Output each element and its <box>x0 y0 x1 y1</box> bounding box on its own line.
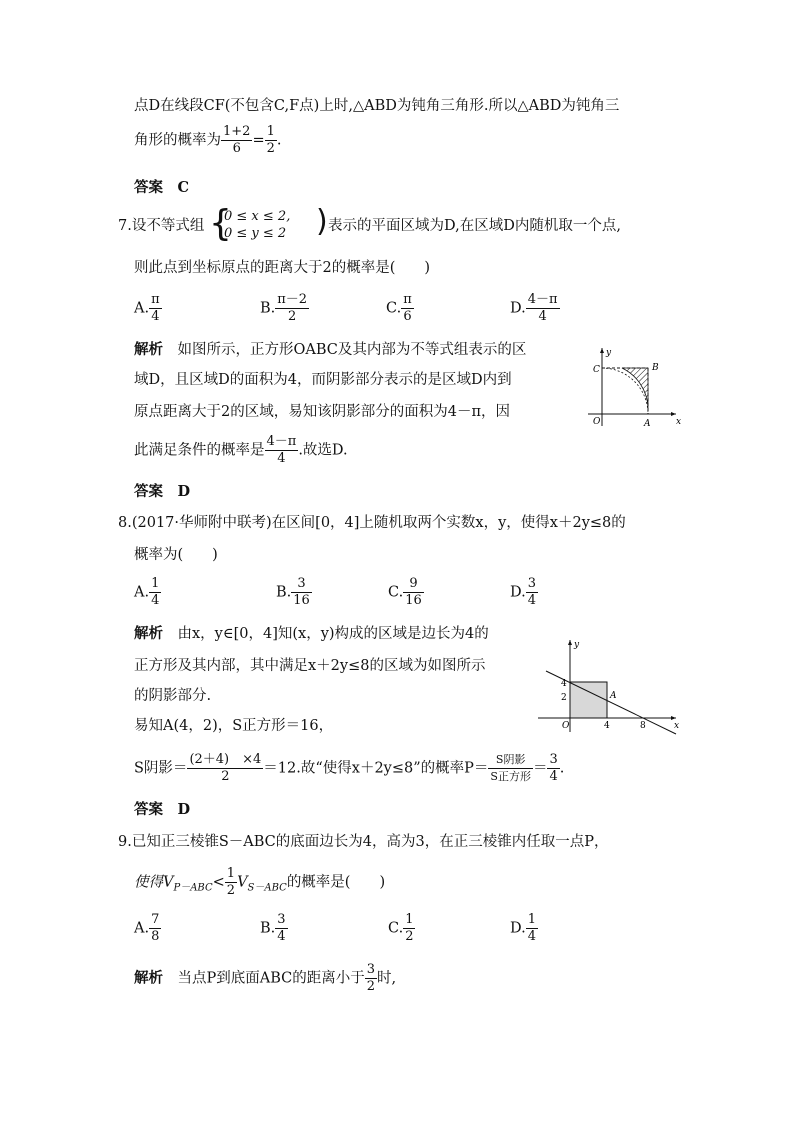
q8-label-8x: 8 <box>640 721 646 731</box>
q7-system: 0 ≤ x ≤ 2, 0 ≤ y ≤ 2 <box>224 209 291 241</box>
prev-line-2: 角形的概率为 $\frac{1+2}{6}$ = $\frac{1}{2}$ . <box>134 124 282 156</box>
q8-stem-line-1: 8.(2017·华师附中联考)在区间[0，4]上随机取两个实数x，y，使得x＋2y≤8的 <box>118 515 626 531</box>
q7-label-O: O <box>593 417 601 427</box>
q7-label-A: A <box>644 419 651 429</box>
q8-solution-line-3: 的阴影部分. <box>134 688 212 704</box>
q9-option-a[interactable]: A. $\frac{7}{8}$ <box>134 912 160 944</box>
q7-answer: 答案 D <box>134 483 191 500</box>
q7-label-x: x <box>676 417 682 427</box>
q9-option-b[interactable]: B. $\frac{3}{4}$ <box>260 912 286 944</box>
q7-shaded-region <box>622 368 648 408</box>
q8-solution-line-1: 解析 由x，y∈[0，4]知(x，y)构成的区域是边长为4的 <box>134 625 489 642</box>
q8-label-O: O <box>562 721 570 731</box>
q8-solution-line-4: 易知A(4，2)，S正方形＝16， <box>134 718 334 734</box>
q7-solution-line-2: 域D，且区域D的面积为4，而阴影部分表示的是区域D内到 <box>134 372 512 388</box>
q7-left-brace: { <box>209 203 232 244</box>
q8-label-2y: 2 <box>561 693 567 703</box>
q7-solution-line-4: 此满足条件的概率是 $\frac{4-\pi}{4}$ .故选D. <box>134 434 348 466</box>
q8-option-d[interactable]: D. $\frac{3}{4}$ <box>510 576 536 608</box>
q7-stem-line-2: 则此点到坐标原点的距离大于2的概率是( ) <box>134 260 431 276</box>
q7-solution-line-3: 原点距离大于2的区域，易知该阴影部分的面积为4－π，因 <box>134 404 510 420</box>
q8-option-b[interactable]: B. $\frac{3}{16}$ <box>276 576 310 608</box>
q9-stem-line-1: 9.已知正三棱锥S－ABC的底面边长为4，高为3，在正三棱锥内任取一点P， <box>118 834 609 850</box>
q7-option-a[interactable]: A. $\frac{\pi}{4}$ <box>134 292 160 324</box>
q8-label-4x: 4 <box>604 721 610 731</box>
prev-line-2-text: 角形的概率为 <box>134 132 221 149</box>
q8-label-x: x <box>674 721 680 731</box>
q8-option-a[interactable]: A. $\frac{1}{4}$ <box>134 576 160 608</box>
q7-label-C: C <box>593 365 600 375</box>
q7-option-b[interactable]: B. $\frac{\pi-2}{2}$ <box>260 292 308 324</box>
prev-answer: 答案 C <box>134 179 190 196</box>
q8-label-y: y <box>574 640 580 650</box>
prev-fraction-1: $\frac{1+2}{6}$ <box>223 124 251 156</box>
q9-option-c[interactable]: C. $\frac{1}{2}$ <box>388 912 414 944</box>
q8-solution-line-2: 正方形及其内部，其中满足x＋2y≤8的区域为如图所示 <box>134 658 486 674</box>
q9-option-d[interactable]: D. $\frac{1}{4}$ <box>510 912 536 944</box>
q8-option-c[interactable]: C. $\frac{9}{16}$ <box>388 576 422 608</box>
q7-label-B: B <box>652 363 659 373</box>
q7-solution-line-1: 解析 如图所示，正方形OABC及其内部为不等式组表示的区 <box>134 341 527 358</box>
q8-figure <box>536 636 682 738</box>
q7-option-d[interactable]: D. $\frac{4-\pi}{4}$ <box>510 292 558 324</box>
q8-answer: 答案 D <box>134 801 191 818</box>
q7-label-y: y <box>606 348 612 358</box>
q8-solution-line-5: S阴影＝ $\frac{(2+4) \times 4}{2}$ ＝12.故“使得x＋2y≤8”的概率P＝ $\frac{\text{S阴影}}{\text{S正方形}}$ ＝ $\frac{3}{4}$ . <box>134 752 565 784</box>
q7-option-c[interactable]: C. $\frac{\pi}{6}$ <box>386 292 412 324</box>
q9-stem-line-2: 使得$V_{P-ABC}<$ $\frac{1}{2}$ $V_{S-ABC}$的概率是( ) <box>134 866 386 898</box>
q9-solution-line-1: 解析 当点P到底面ABC的距离小于 $\frac{3}{2}$ 时, <box>134 962 397 994</box>
q7-stem-line-1: 7.设不等式组 <box>118 218 205 234</box>
prev-fraction-2: $\frac{1}{2}$ <box>266 124 275 156</box>
q8-label-4y: 4 <box>561 679 567 689</box>
q8-label-A: A <box>610 691 617 701</box>
q7-figure <box>580 344 684 434</box>
prev-line-1: 点D在线段CF(不包含C,F点)上时,△ABD为钝角三角形.所以△ABD为钝角三 <box>134 98 620 114</box>
q7-stem-suffix: 表示的平面区域为D,在区域D内随机取一个点, <box>328 218 621 234</box>
q8-stem-line-2: 概率为( ) <box>134 547 218 563</box>
